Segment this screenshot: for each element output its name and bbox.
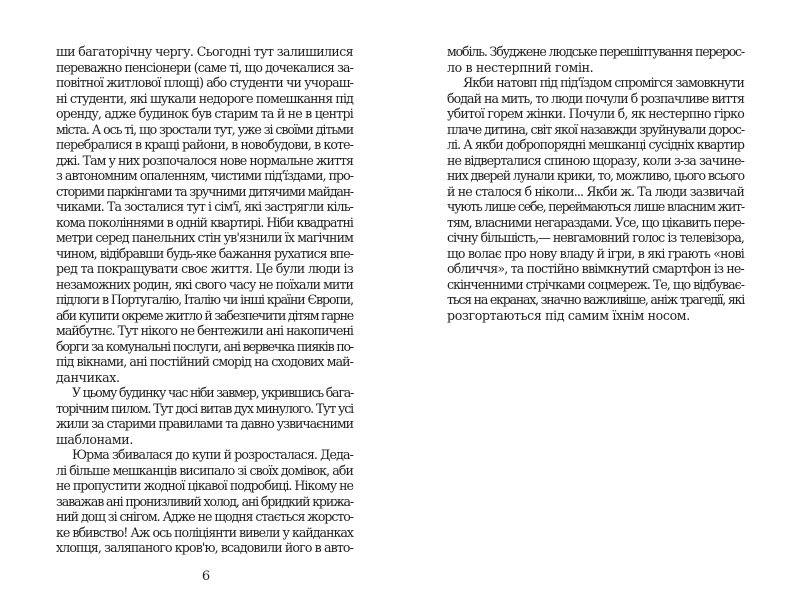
text-line: Якби натовп під під'їздом спромігся замовкнути xyxy=(463,75,745,90)
text-line: майбутнє. Тут нікого не бентежили ані накопичені xyxy=(56,323,353,338)
text-line: У цьому будинку час ніби завмер, укрившись бага- xyxy=(72,385,353,400)
text-line: них дверей лунали крики, то, можливо, цього всього xyxy=(447,168,744,183)
text-line: шаблонами. xyxy=(56,431,133,447)
text-line: ке вбивство! Аж ось поліціянти вивели у кайданках xyxy=(56,524,353,540)
text-line: не відверталися спиною щоразу, коли з-за зачине- xyxy=(447,152,745,168)
right-page xyxy=(400,0,800,615)
text-line: чином, відібравши будь-яке бажання рухатися впе- xyxy=(56,245,353,261)
text-line: данчиках. xyxy=(56,369,120,385)
text-line: з автономним опаленням, чистими під'їздами, про- xyxy=(56,168,353,183)
text-line: плаче дитина, світ якої назавжди зруйнували дорос- xyxy=(447,121,745,137)
text-line: ши багаторічну чергу. Сьогодні тут залишилися xyxy=(56,44,353,59)
text-line: переважно пенсіонери (саме ті, що дочекалися за- xyxy=(56,59,353,75)
text-line: джі. Там у них розпочалося нове нормальне життя xyxy=(56,152,353,168)
text-line: тям, власними негараздами. Усе, що цікавить пере- xyxy=(447,214,744,230)
text-line: жили за старими правилами та давно узвичаєними xyxy=(56,416,354,431)
text-line: ться на екранах, значно важливіше, аніж трагедії, які xyxy=(447,292,744,307)
right-page-text xyxy=(447,44,744,323)
page-number: 6 xyxy=(201,569,211,584)
text-line: заважав ані пронизливий холод, ані бридкий крижа- xyxy=(56,493,354,509)
text-line: борги за комунальні послуги, ані вервечка пияків по- xyxy=(56,338,354,354)
text-line: аби купити окреме житло й забезпечити дітям гарне xyxy=(56,307,354,323)
text-line: бодай на мить, то люди почули б розпачливе виття xyxy=(447,90,744,106)
text-line: й не сталося б ніколи... Якби ж. Та люди зазвичай xyxy=(447,183,745,199)
text-line: сторими паркінгами та зручними дитячими майдан- xyxy=(56,183,354,199)
left-page-text xyxy=(56,44,353,556)
text-line: незаможних родин, які свого часу не поїхали мити xyxy=(56,276,354,292)
text-line: обличчя», та постійно ввімкнутий смартфон із не- xyxy=(447,261,744,276)
text-line: убитої горем жінки. Почули б, як нестерпно гірко xyxy=(447,106,745,121)
text-line: торічним пилом. Тут досі витав дух минулого. Тут усі xyxy=(56,400,354,416)
text-line: не пропустити жодної цікавої подробиці. Нікому не xyxy=(56,478,354,493)
text-line: чують лише себе, переймаються лише власним жит- xyxy=(447,199,744,214)
text-line: кома поколіннями в одній квартирі. Ніби квадратні xyxy=(56,214,353,230)
text-line: під вікнами, ані постійний сморід на сходових май- xyxy=(56,354,354,369)
text-line: ні студенти, які шукали недороге помешкання під xyxy=(56,90,353,106)
text-line: розгортаються під самим їхнім носом. xyxy=(447,307,690,323)
text-line: перебралися в кращі райони, в новобудови, в коте- xyxy=(56,137,354,152)
text-line: повітної житлової площі) або студенти чи учораш- xyxy=(56,75,354,90)
text-line: ло в нестерпний гомін. xyxy=(447,59,594,75)
text-line: хлопця, заляпаного кров'ю, всадовили його в авто- xyxy=(56,540,354,555)
text-line: оренду, адже будинок був старим та й не в центрі xyxy=(56,106,353,121)
text-line: мобіль. Збуджене людське перешіптування перерос- xyxy=(447,44,744,59)
text-line: чиками. Та зосталися тут і сім'ї, які застрягли кіль- xyxy=(56,199,353,214)
text-line: міста. А ось ті, що зростали тут, уже зі своїми дітьми xyxy=(56,121,353,137)
text-line: Юрма збивалася до купи й розросталася. Деда- xyxy=(72,447,353,462)
text-line: ний дощ зі снігом. Адже не щодня стається жорсто- xyxy=(56,509,354,524)
text-line: скінченними стрічками соцмереж. Те, що відбуває- xyxy=(447,276,745,292)
text-line: метри серед панельних стін ув'язнили їх магічним xyxy=(56,230,353,245)
text-line: підлоги в Португалію, Італію чи інші країни Європи, xyxy=(56,292,354,307)
text-line: ред та покращувати своє життя. Це були люди із xyxy=(56,261,353,276)
text-line: що волає про нову владу й ігри, в які грають «нові xyxy=(447,245,745,261)
text-line: лі більше мешканців висипало зі своїх домівок, аби xyxy=(56,462,353,478)
text-line: лі. А якби добропорядні мешканці сусідніх квартир xyxy=(447,137,744,152)
text-line: січну більшість,— невгамовний голос із телевізора, xyxy=(447,230,744,245)
